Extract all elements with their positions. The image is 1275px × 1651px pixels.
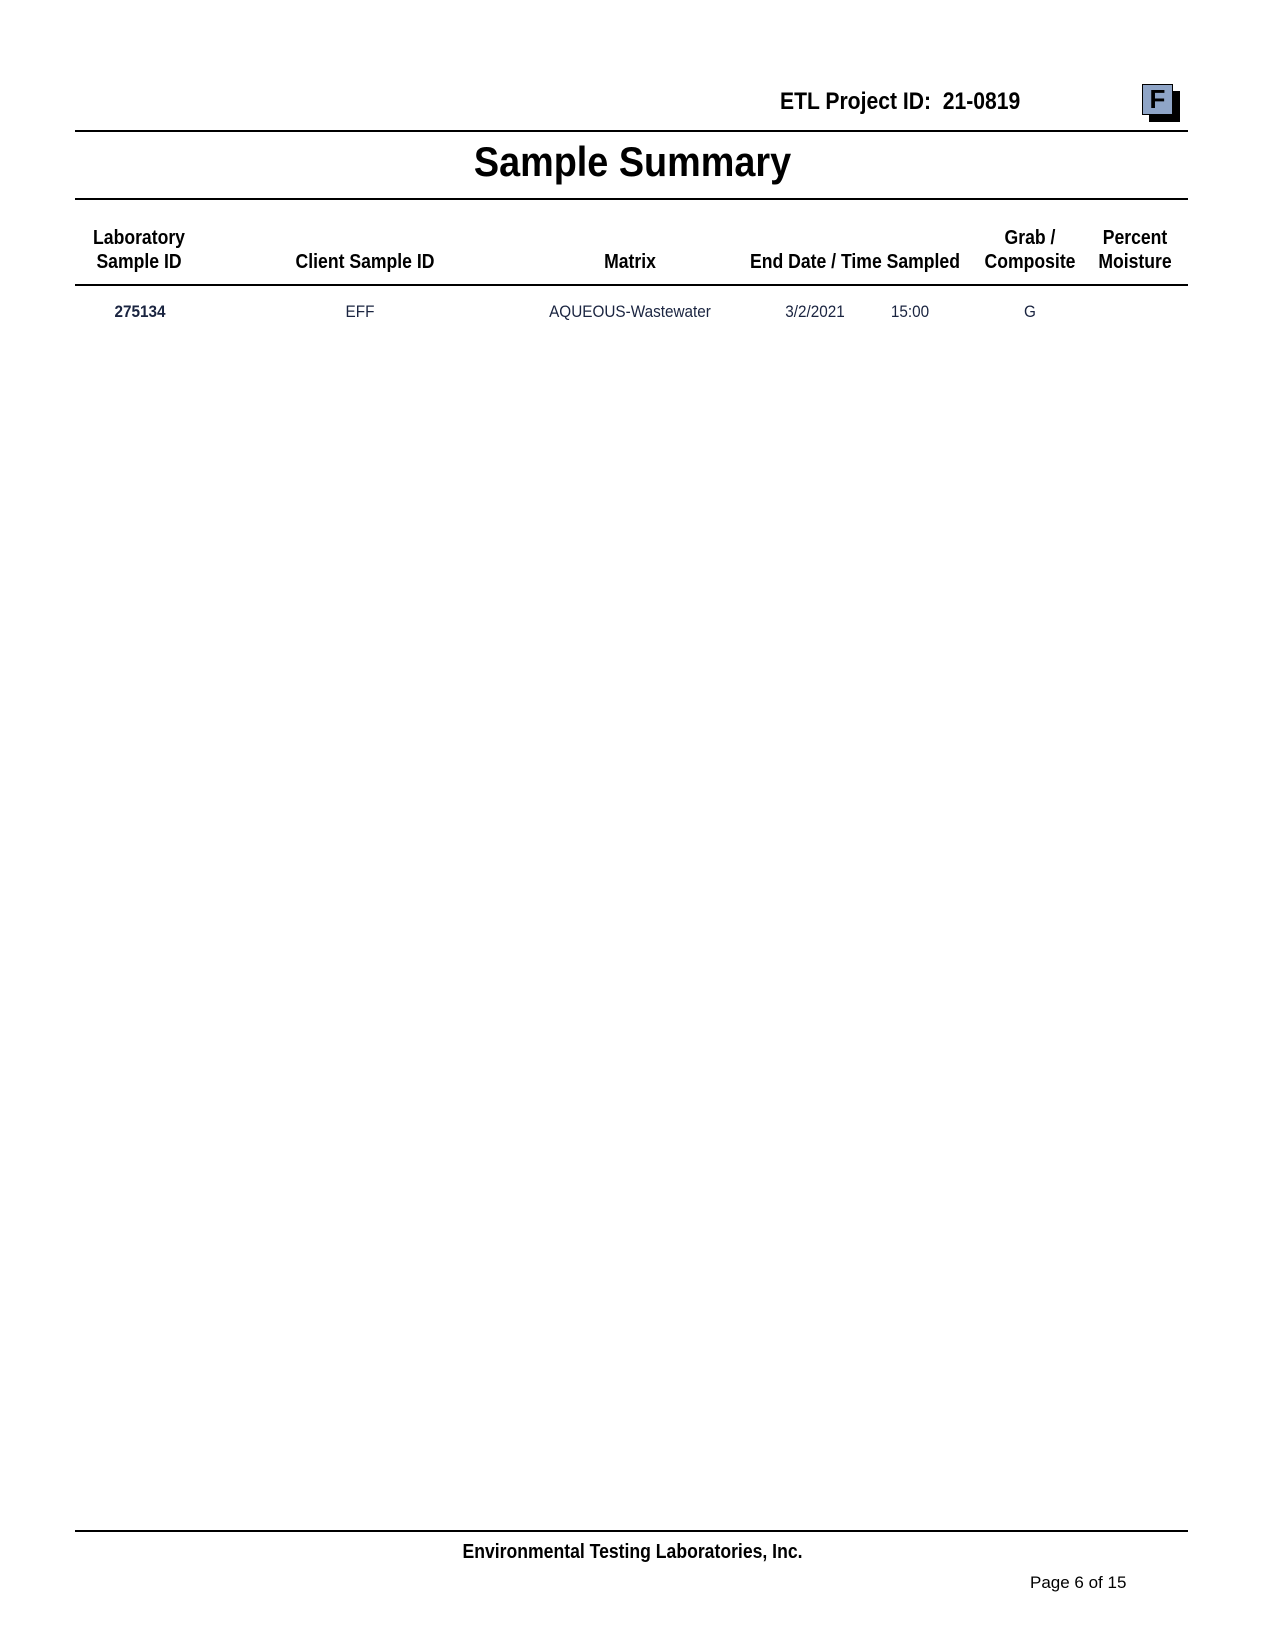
page-number: Page 6 of 15 [1030, 1573, 1127, 1592]
header-percent-moisture [1091, 226, 1179, 274]
cell-matrix: AQUEOUS-Wastewater [549, 302, 711, 321]
footer-company: Environmental Testing Laboratories, Inc. [462, 1541, 803, 1563]
header-client-sample-id: Client Sample ID [295, 251, 435, 273]
header-percent-moisture-line2: Moisture [1098, 251, 1172, 273]
header-rule [75, 130, 1188, 132]
cell-lab-sample-id: 275134 [114, 302, 166, 321]
header-matrix: Matrix [604, 251, 656, 273]
header-grab-composite [982, 226, 1079, 274]
page-title: Sample Summary [473, 138, 792, 185]
table-header-rule [75, 284, 1188, 286]
header-percent-moisture-line1: Percent [1102, 227, 1168, 249]
header-lab-sample-id-line2: Sample ID [96, 251, 182, 273]
company-logo [1142, 84, 1178, 120]
header-grab-composite-line1: Grab / [1004, 227, 1056, 249]
footer-rule [75, 1530, 1188, 1532]
project-id-value: 21-0819 [942, 88, 1021, 115]
cell-date: 3/2/2021 [785, 302, 845, 321]
header-end-date-time: End Date / Time Sampled [750, 251, 960, 273]
project-id-prefix: ETL Project ID: [780, 88, 932, 115]
project-id-label [780, 88, 1020, 116]
logo-letter-icon: F [1142, 84, 1173, 115]
cell-client-sample-id: EFF [345, 302, 375, 321]
cell-grab-composite: G [1024, 302, 1036, 321]
header-lab-sample-id-line1: Laboratory [93, 227, 185, 249]
header-lab-sample-id [86, 226, 192, 274]
title-rule [75, 198, 1188, 200]
header-grab-composite-line2: Composite [984, 251, 1076, 273]
cell-time: 15:00 [890, 302, 930, 321]
